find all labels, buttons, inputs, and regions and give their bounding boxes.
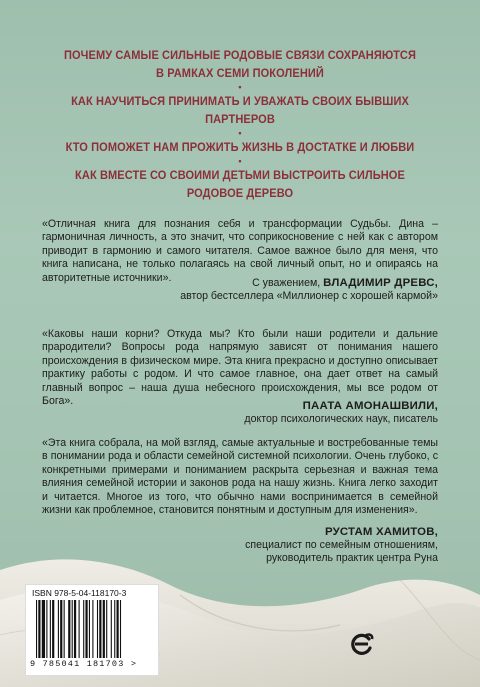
review-author-1 <box>180 277 438 303</box>
review-quote-1: «Отличная книга для познания себя и трансформации Судьбы. Дина – гармоничная личность, а это значит, что соприкосновение с ней как с автором приводит в гармонию и самого читателя. Самое важное было для меня, что книга написана, не только полагаясь на свой личный опыт, но и опираясь на авторитетные источники». <box>42 218 438 284</box>
barcode-bars <box>36 600 150 660</box>
isbn-text: ISBN 978-5-04-118170-3 <box>32 588 127 598</box>
author-role-2: руководитель практик центра Руна <box>266 552 438 564</box>
author-role: доктор психологических наук, писатель <box>244 413 438 425</box>
author-role: специалист по семейным отношениям, <box>245 539 438 551</box>
headline-1a: ПОЧЕМУ САМЫЕ СИЛЬНЫЕ РОДОВЫЕ СВЯЗИ СОХРАНЯЮТСЯ <box>63 48 417 62</box>
author-role: автор бестселлера «Миллионер с хорошей кармой» <box>180 290 438 302</box>
headline-3: КТО ПОМОЖЕТ НАМ ПРОЖИТЬ ЖИЗНЬ В ДОСТАТКЕ И ЛЮБВИ <box>65 140 415 154</box>
headline-1b: В РАМКАХ СЕМИ ПОКОЛЕНИЙ <box>156 66 324 80</box>
headline-4b: РОДОВОЕ ДЕРЕВО <box>186 186 294 200</box>
author-name: РУСТАМ ХАМИТОВ, <box>324 526 438 538</box>
barcode <box>25 584 159 676</box>
author-prefix: С уважением, <box>252 277 321 289</box>
author-name: ВЛАДИМИР ДРЕВС, <box>323 277 438 289</box>
headline-block <box>40 46 440 202</box>
eksmo-logo-icon <box>349 631 375 657</box>
separator-dot: • <box>238 82 242 92</box>
review-quote-3: «Эта книга собрала, на мой взгляд, самые актуальные и востребованные темы в понимании рода и области семейной системной психологии. Очень глубоко, с конкретными примерами и пониманием раскрыта серьезная и важная тема влияния семейной истории и законов рода на нашу жизнь. Книга легко заходит и читается. Многое из того, что обычно нами воспринимается в семейной жизни как проблемное, становится понятным и доступным для изменения». <box>42 437 438 517</box>
headline-4a: КАК ВМЕСТЕ СО СВОИМИ ДЕТЬМИ ВЫСТРОИТЬ СИЛЬНОЕ <box>75 168 405 182</box>
barcode-digits: 9 785041 181703 > <box>30 659 138 669</box>
separator-dot: • <box>238 156 242 166</box>
review-author-2 <box>244 400 438 426</box>
review-quote-2: «Каковы наши корни? Откуда мы? Кто были наши родители и дальние прародители? Вопросы рода напрямую зависят от понимания нашего происхождения в физическом мире. Эта книга прекрасно и доступно описывает практику работы с родом. И что самое главное, она дает ответ на самый главный вопрос – наша душа небесного происхождения, мы все родом от Бога». <box>42 328 438 408</box>
separator-dot: • <box>238 128 242 138</box>
headline-2: КАК НАУЧИТЬСЯ ПРИНИМАТЬ И УВАЖАТЬ СВОИХ БЫВШИХ ПАРТНЕРОВ <box>71 94 409 126</box>
author-name: ПААТА АМОНАШВИЛИ, <box>302 400 438 412</box>
